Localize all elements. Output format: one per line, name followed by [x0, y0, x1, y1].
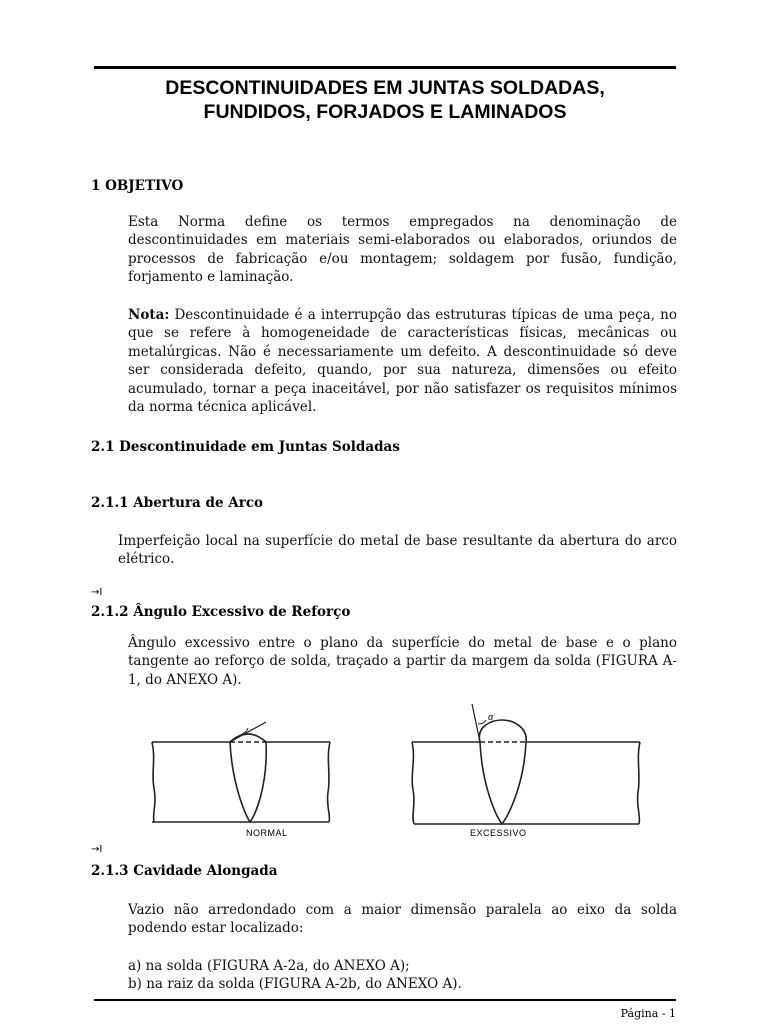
- section-1-note: [128, 306, 677, 416]
- angle-symbol: α: [488, 712, 494, 722]
- title-line-2: FUNDIDOS, FORJADOS E LAMINADOS: [203, 101, 567, 123]
- section-2-1-2-heading: 2.1.2 Ângulo Excessivo de Reforço: [91, 604, 351, 620]
- page-number: Página - 1: [620, 1007, 676, 1020]
- section-2-1-1-heading: 2.1.1 Abertura de Arco: [91, 495, 264, 511]
- note-text: Descontinuidade é a interrupção das estruturas típicas de uma peça, no que se refere à homogeneidade de características físicas, mecânicas ou metalúrgicas. Não é necessariamente um defeito. A descontinuidade só deve ser considerada defeito, quando, por sua natureza, dimensões ou efeito acumulado, tornar a peça inaceitável, por não satisfazer os requisitos mínimos da norma técnica aplicável.: [128, 307, 677, 416]
- section-1-paragraph: Esta Norma define os termos empregados na denominação de descontinuidades em materiais semi-elaborados ou elaborados, oriundos de processos de fabricação e/ou montagem; soldagem por fusão, fundição, forjamento e laminação.: [128, 214, 677, 286]
- normal-weld-drawing: [152, 722, 330, 822]
- section-1-heading: 1 OBJETIVO: [91, 178, 184, 194]
- bottom-rule: [94, 999, 676, 1001]
- weld-angle-figure: [150, 704, 680, 850]
- figure-label-excessivo: EXCESSIVO: [470, 828, 527, 838]
- document-title: [94, 76, 676, 124]
- title-line-1: DESCONTINUIDADES EM JUNTAS SOLDADAS,: [165, 77, 605, 99]
- section-2-1-3-paragraph: Vazio não arredondado com a maior dimensão paralela ao eixo da solda podendo estar localizado:: [128, 902, 677, 937]
- list-item-b: b) na raiz da solda (FIGURA A-2b, do ANEXO A).: [128, 976, 462, 992]
- tab-marker-icon: →I: [91, 844, 103, 855]
- tab-marker-icon: →I: [91, 587, 103, 598]
- note-label: Nota:: [128, 307, 170, 323]
- section-2-1-2-paragraph: Ângulo excessivo entre o plano da superfície do metal de base e o plano tangente ao reforço de solda, traçado a partir da margem da solda (FIGURA A-1, do ANEXO A).: [128, 635, 677, 688]
- section-2-1-1-paragraph: Imperfeição local na superfície do metal de base resultante da abertura do arco elétrico.: [118, 533, 677, 568]
- list-item-a: a) na solda (FIGURA A-2a, do ANEXO A);: [128, 958, 410, 974]
- top-rule: [94, 66, 676, 69]
- section-2-1-heading: 2.1 Descontinuidade em Juntas Soldadas: [91, 439, 400, 455]
- figure-label-normal: NORMAL: [246, 828, 288, 838]
- excessive-weld-drawing: [412, 704, 640, 824]
- section-2-1-3-heading: 2.1.3 Cavidade Alongada: [91, 863, 278, 879]
